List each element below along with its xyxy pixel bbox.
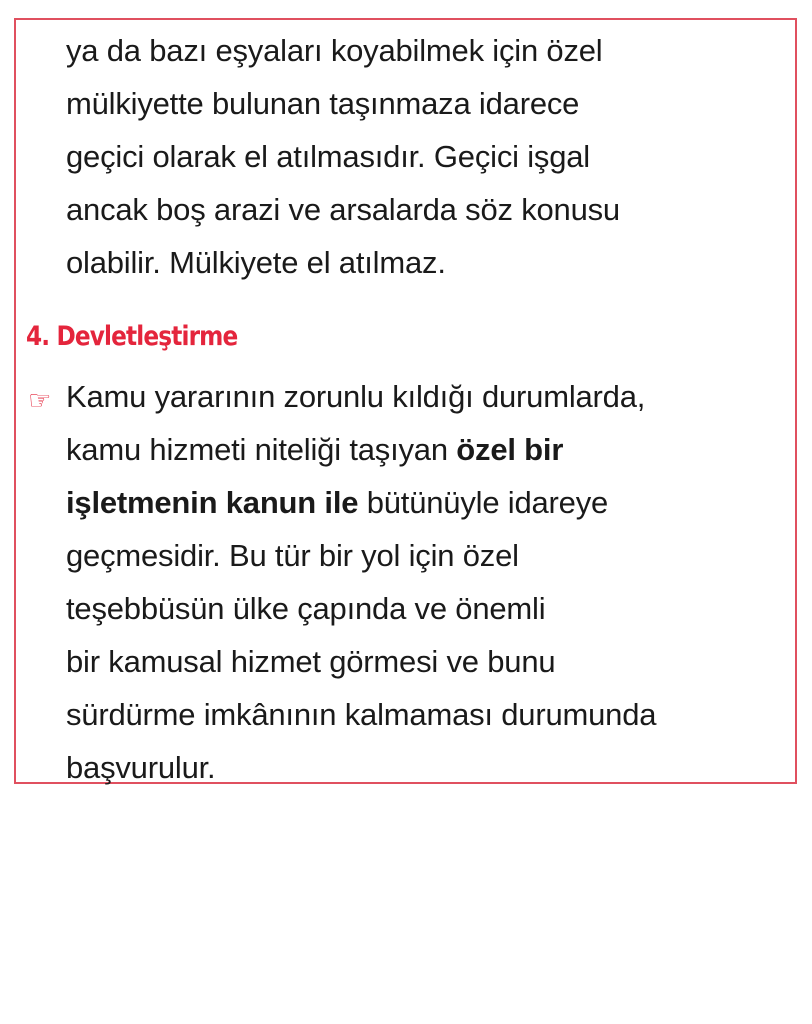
intro-line-2: mülkiyette bulunan taşınmaza idarece	[66, 86, 580, 121]
body-line-1: Kamu yararının zorunlu kıldığı durumlarda,	[66, 379, 646, 414]
body-line-7: sürdürme imkânının kalmaması durumunda	[66, 697, 657, 732]
section-heading: 4. Devletleştirme	[26, 321, 238, 352]
body-line-3-text: bütünüyle idareye	[358, 485, 609, 520]
body-line-3	[66, 484, 608, 522]
intro-line-3: geçici olarak el atılmasıdır. Geçici işgal	[66, 139, 590, 174]
body-line-2-text: kamu hizmeti niteliği taşıyan	[66, 432, 457, 467]
body-line-8: başvurulur.	[66, 750, 216, 785]
body-line-2	[66, 431, 563, 469]
intro-line-1: ya da bazı eşyaları koyabilmek için özel	[66, 33, 603, 68]
intro-line-5: olabilir. Mülkiyete el atılmaz.	[66, 245, 446, 280]
pointing-hand-icon: ☞	[28, 386, 52, 416]
body-line-4: geçmesidir. Bu tür bir yol için özel	[66, 538, 519, 573]
emphasis-isletmenin-kanun-ile: işletmenin kanun ile	[66, 485, 359, 520]
intro-line-4: ancak boş arazi ve arsalarda söz konusu	[66, 192, 620, 227]
body-line-6: bir kamusal hizmet görmesi ve bunu	[66, 644, 556, 679]
emphasis-ozel-bir: özel bir	[456, 432, 564, 467]
body-line-5: teşebbüsün ülke çapında ve önemli	[66, 591, 546, 626]
